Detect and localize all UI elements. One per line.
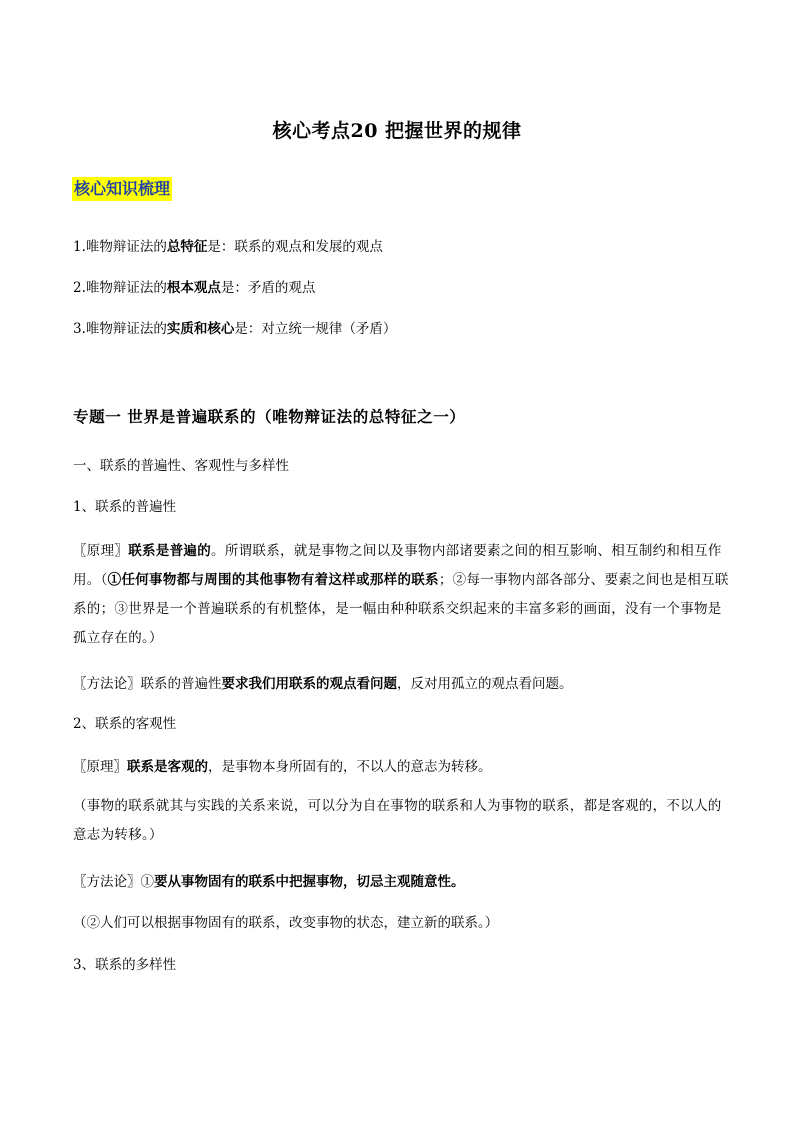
page-title: 核心考点20 把握世界的规律 [272,120,522,142]
note-paragraph-2: （②人们可以根据事物固有的联系，改变事物的状态，建立新的联系。） [73,915,499,931]
principle-paragraph-1 [73,537,733,653]
item-1-title: 1、联系的普遍性 [73,499,177,515]
item-3-title: 3、联系的多样性 [73,957,177,973]
summary-3-bold: 实质和核心 [166,321,235,337]
section-heading-highlighted: 核心知识梳理 [72,177,172,201]
summary-1-suffix: 是：联系的观点和发展的观点 [207,239,383,255]
p1-bold-1: 联系是普遍的 [128,543,212,559]
p3-label: 〖原理〗 [73,759,127,775]
topic-title: 专题一 世界是普遍联系的（唯物辩证法的总特征之一） [73,407,466,426]
p5-label: 〖方法论〗① [73,874,154,890]
summary-3-suffix: 是：对立统一规律（矛盾） [234,321,397,337]
p3-text: ，是事物本身所固有的，不以人的意志为转移。 [208,759,492,775]
subsection-heading: 一、联系的普遍性、客观性与多样性 [73,458,289,474]
summary-2-suffix: 是：矛盾的观点 [220,280,316,296]
summary-2-prefix: 2.唯物辩证法的 [73,280,167,296]
summary-line-3 [73,319,396,339]
method-paragraph-2 [73,872,465,892]
summary-1-bold: 总特征 [166,239,208,255]
summary-line-2 [73,278,315,298]
p2-text: ，反对用孤立的观点看问题。 [397,676,573,692]
note-paragraph-1: （事物的联系就其与实践的关系来说，可以分为自在事物的联系和人为事物的联系，都是客观的，不以人的意志为转移。） [73,798,722,843]
p1-text-2: ；②每一事物内部各部分、要素之间也是相互联系的；③世界是一个普遍联系的有机整体，是一幅由种种联系交织起来的丰富多彩的画面，没有一个事物是孤立存在的。） [73,572,729,646]
method-paragraph-1 [73,674,573,694]
p5-bold: 要从事物固有的联系中把握事物，切忌主观随意性。 [154,874,465,890]
summary-1-prefix: 1.唯物辩证法的 [73,239,167,255]
p1-text-1: 。所谓联系，就是事物之间以及事物内部诸要素之间的相互影响、相互制约和相互作用。（ [73,543,722,588]
p2-label: 〖方法论〗联系的普遍性 [73,676,222,692]
p1-bold-2: ①任何事物都与周围的其他事物有着这样或那样的联系 [107,572,439,588]
summary-2-bold: 根本观点 [166,280,221,296]
principle-paragraph-2 [73,757,492,777]
p1-label: 〖原理〗 [73,543,129,559]
summary-line-1 [73,237,383,257]
summary-3-prefix: 3.唯物辩证法的 [73,321,167,337]
p2-bold: 要求我们用联系的观点看问题 [221,676,397,692]
item-2-title: 2、联系的客观性 [73,716,177,732]
p3-bold: 联系是客观的 [127,759,208,775]
